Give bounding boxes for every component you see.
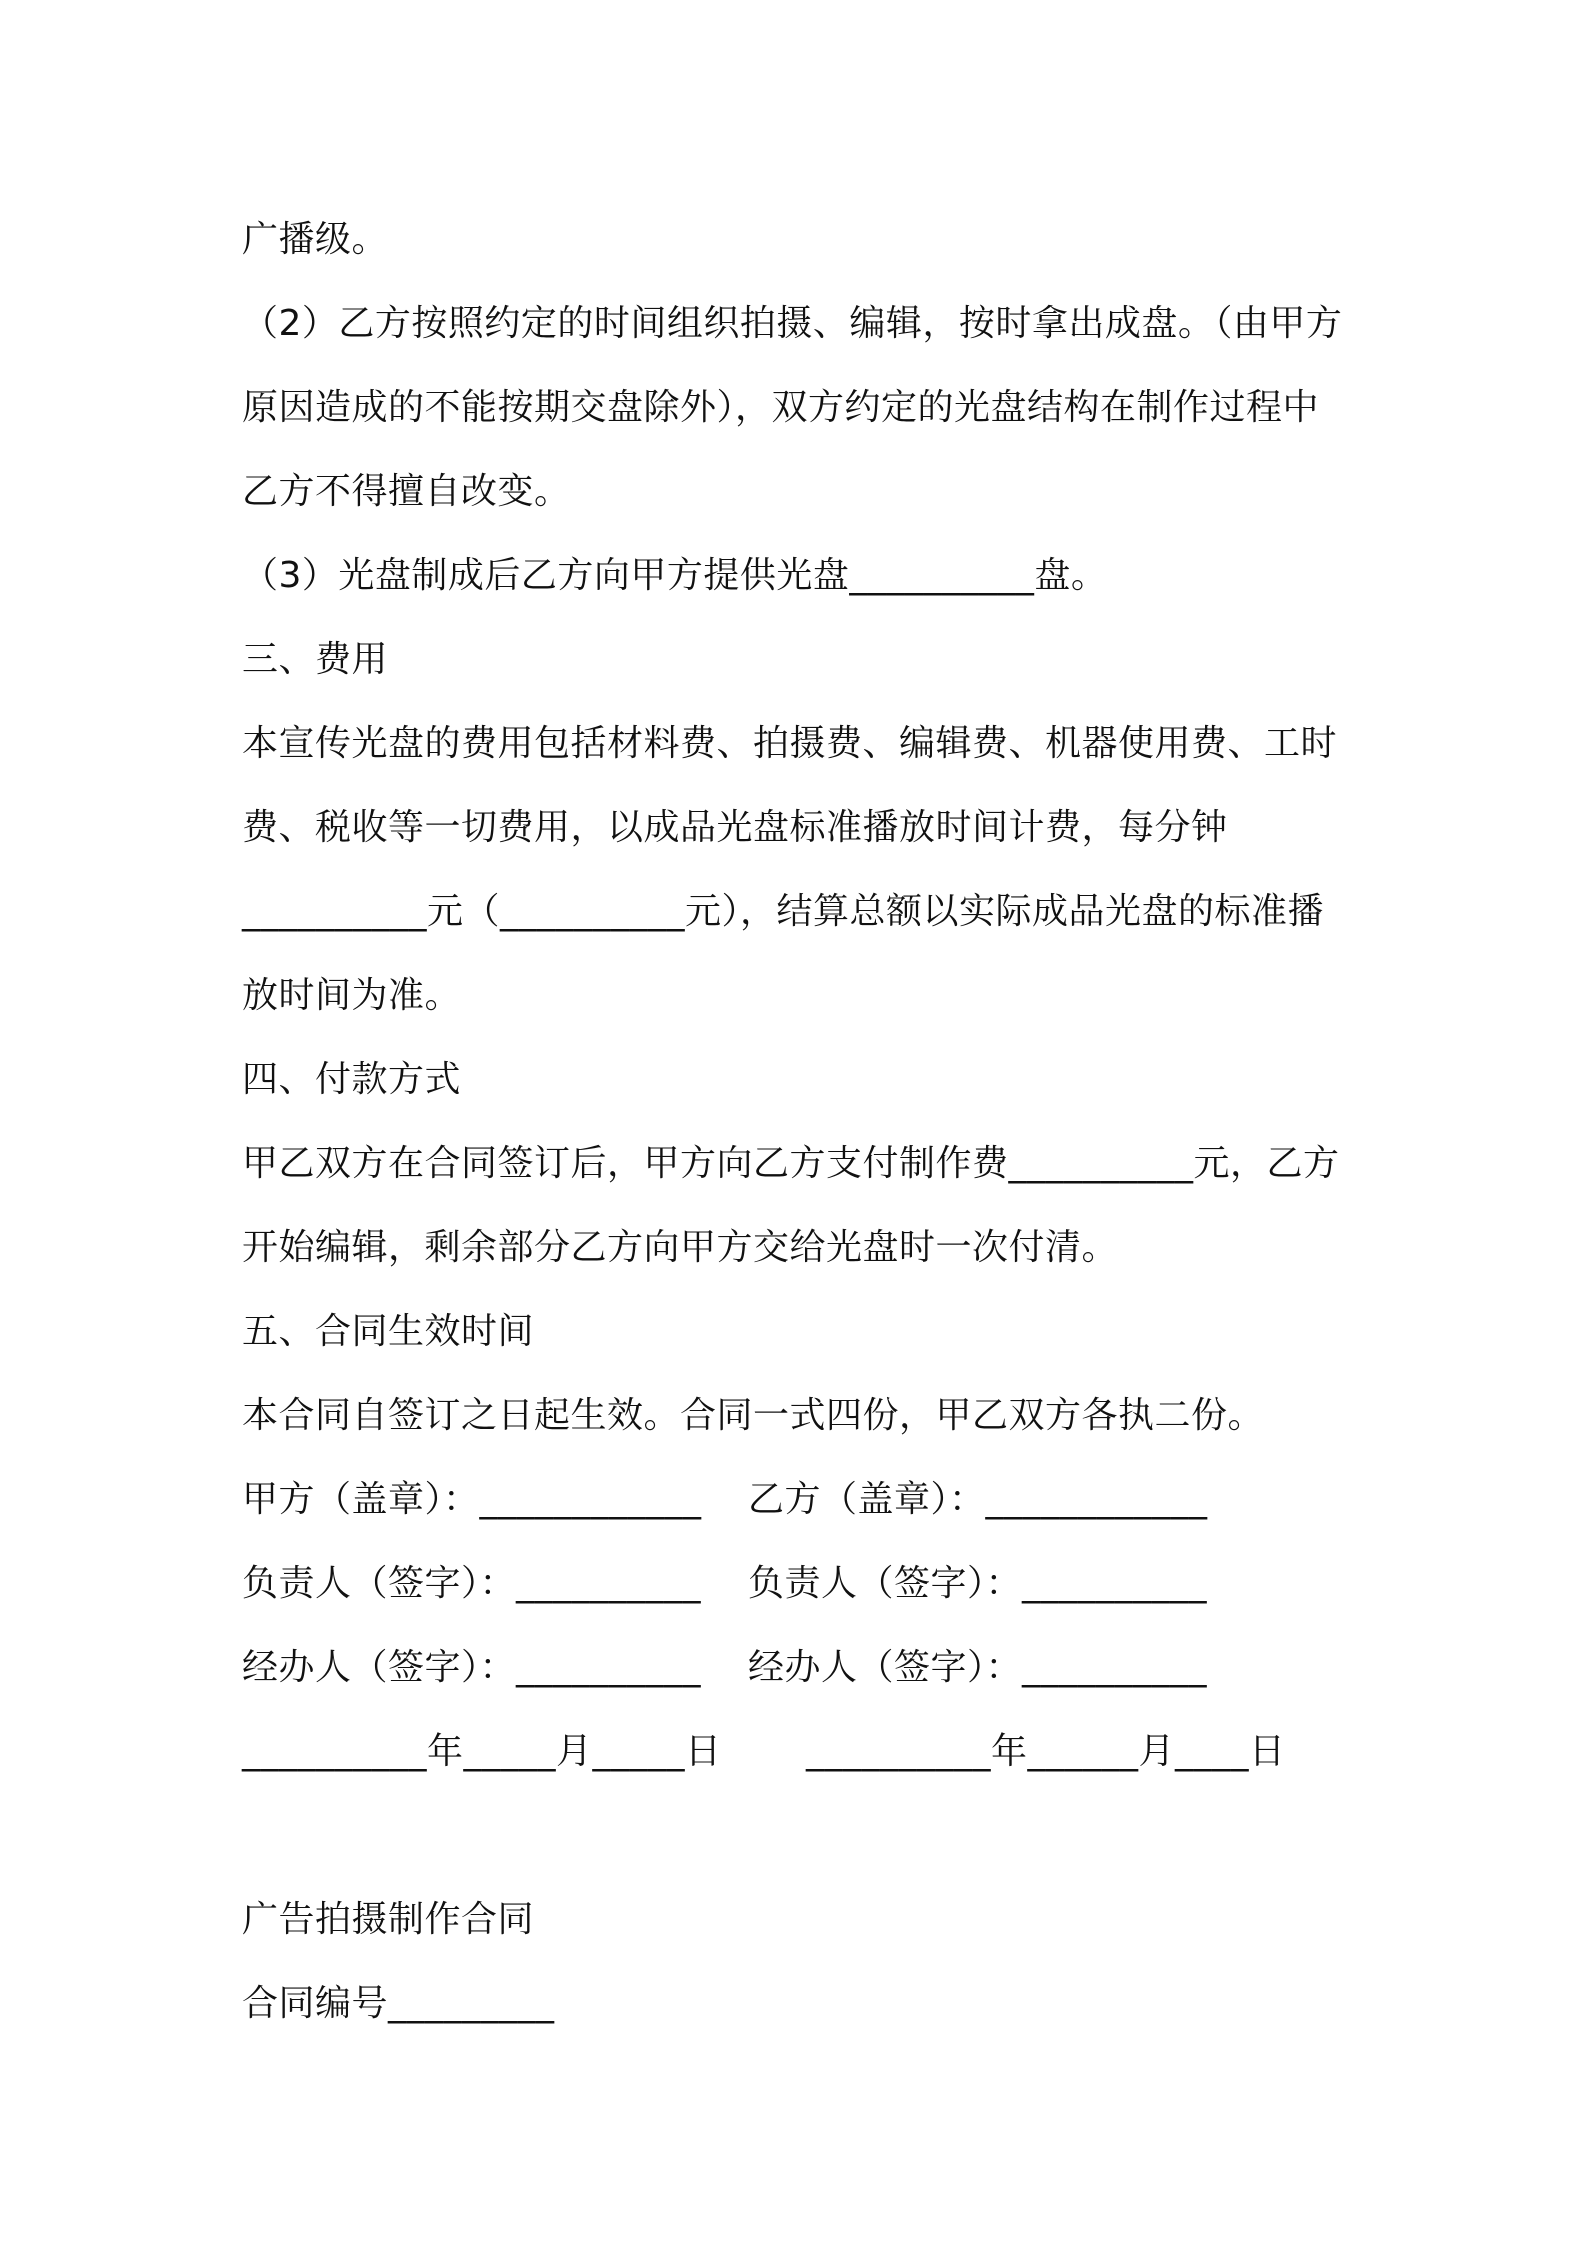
signature-row-responsible <box>242 1542 1360 1626</box>
paragraph-line: __________元（__________元），结算总额以实际成品光盘的标准播 <box>242 891 1325 932</box>
document-body <box>242 198 1360 2046</box>
party-a-seal-field: 甲方（盖章）：____________ <box>242 1479 702 1520</box>
spacer <box>242 1794 1360 1878</box>
party-b-date-field: __________年______月____日 <box>806 1731 1286 1772</box>
paragraph-line: 费、税收等一切费用，以成品光盘标准播放时间计费，每分钟 <box>242 807 1228 848</box>
party-a-responsible-field: 负责人（签字）：__________ <box>242 1563 702 1604</box>
paragraph-line: 广播级。 <box>242 219 389 260</box>
paragraph-line: 甲乙双方在合同签订后，甲方向乙方支付制作费__________元，乙方 <box>242 1143 1340 1184</box>
paragraph-line: 本宣传光盘的费用包括材料费、拍摄费、编辑费、机器使用费、工时 <box>242 723 1338 764</box>
paragraph-line: （3）光盘制成后乙方向甲方提供光盘__________盘。 <box>242 555 1108 596</box>
signature-row-date <box>242 1710 1360 1794</box>
party-b-responsible-field: 负责人（签字）：__________ <box>748 1563 1208 1604</box>
paragraph-line: 原因造成的不能按期交盘除外），双方约定的光盘结构在制作过程中 <box>242 387 1320 428</box>
signature-row-handler <box>242 1626 1360 1710</box>
paragraph-line: 开始编辑，剩余部分乙方向甲方交给光盘时一次付清。 <box>242 1227 1119 1268</box>
paragraph-line: 本合同自签订之日起生效。合同一式四份，甲乙双方各执二份。 <box>242 1395 1265 1436</box>
paragraph-line: （2）乙方按照约定的时间组织拍摄、编辑，按时拿出成盘。（由甲方 <box>242 303 1343 344</box>
paragraph-line: 放时间为准。 <box>242 975 462 1016</box>
party-a-handler-field: 经办人（签字）：__________ <box>242 1647 702 1688</box>
party-b-seal-field: 乙方（盖章）：____________ <box>748 1479 1208 1520</box>
signature-row-seal <box>242 1458 1360 1542</box>
next-contract-title: 广告拍摄制作合同 <box>242 1899 535 1940</box>
section-heading-fees: 三、费用 <box>242 639 389 680</box>
section-heading-effective-time: 五、合同生效时间 <box>242 1311 535 1352</box>
paragraph-line: 乙方不得擅自改变。 <box>242 471 571 512</box>
section-heading-payment: 四、付款方式 <box>242 1059 462 1100</box>
party-b-handler-field: 经办人（签字）：__________ <box>748 1647 1208 1688</box>
contract-number-field: 合同编号_________ <box>242 1983 555 2024</box>
party-a-date-field: __________年_____月_____日 <box>242 1731 722 1772</box>
